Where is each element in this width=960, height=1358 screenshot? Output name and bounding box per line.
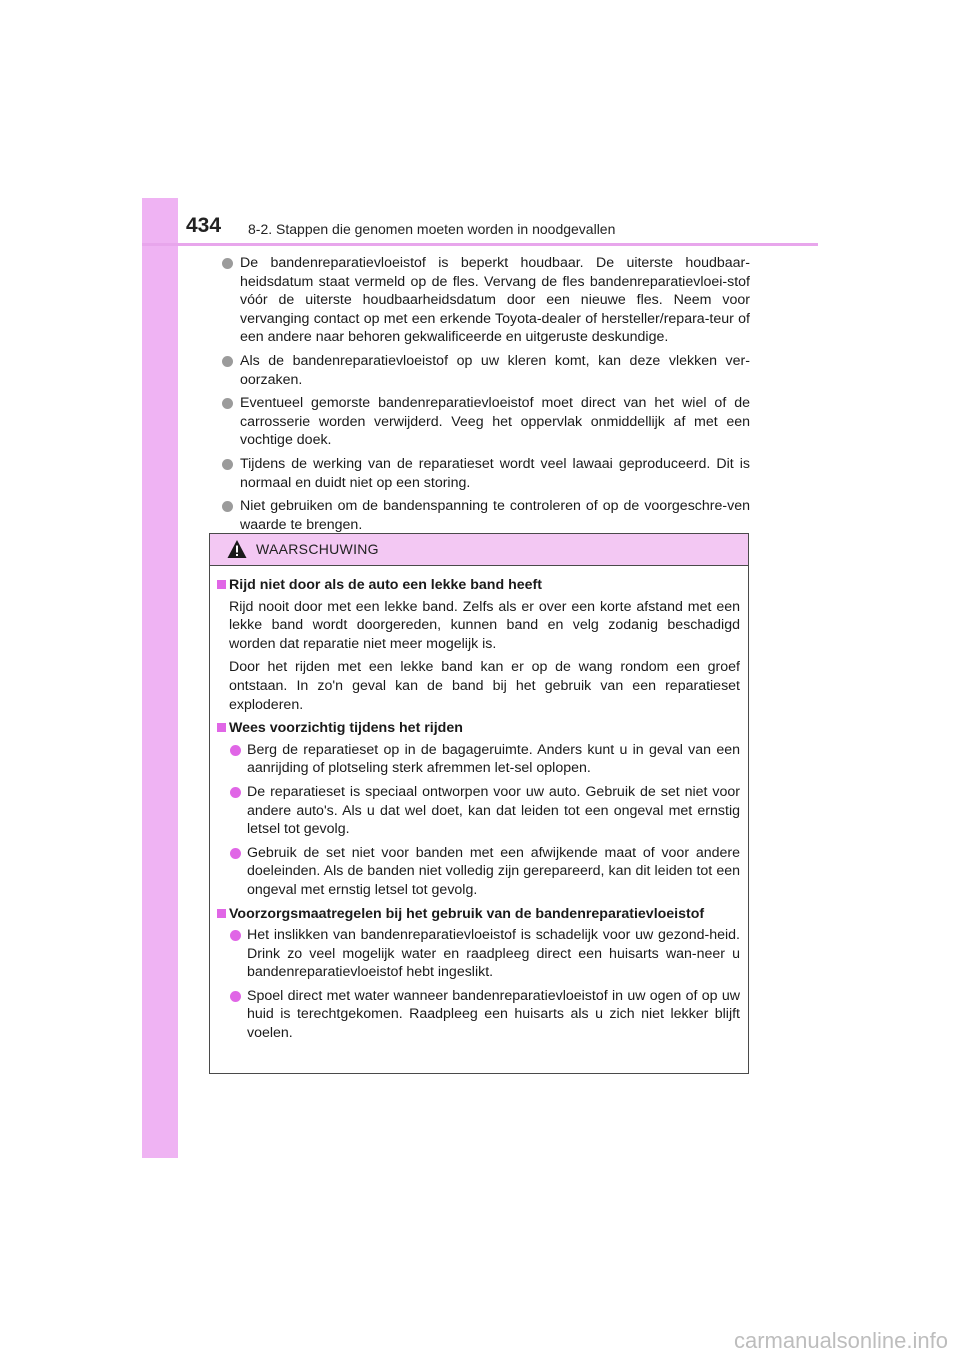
item-text: De reparatieset is speciaal ontworpen voor uw auto. Gebruik de set niet voor andere auto's. Als u dat wel doet, kan dat leiden tot een ongeval met ernstig letsel tot gevolg. [247, 783, 740, 838]
warning-item-list [216, 926, 740, 1043]
bullet-dot-icon [222, 356, 233, 367]
watermark-text: carmanualsonline.info [733, 1328, 948, 1353]
bullet-dot-icon [230, 848, 241, 859]
heading-text: Rijd niet door als de auto een lekke band heeft [229, 577, 542, 593]
warning-body [210, 566, 748, 1043]
square-bullet-icon [217, 723, 226, 732]
warning-header [210, 534, 748, 566]
warning-triangle-icon [227, 539, 247, 559]
warning-section-heading [216, 905, 740, 924]
warning-item [229, 926, 740, 982]
warning-item [229, 783, 740, 839]
note-text: Als de bandenreparatievloeistof op uw kleren komt, kan deze vlekken ver-oorzaken. [240, 352, 750, 388]
warning-paragraph: Rijd nooit door met een lekke band. Zelfs als er over een korte afstand met een lekke band wordt doorgereden, kunnen band en velg zodanig beschadigd worden dat reparatie niet meer mogelijk is. [229, 598, 740, 652]
bullet-dot-icon [230, 745, 241, 756]
item-text: Het inslikken van bandenreparatievloeistof is schadelijk voor uw gezond-heid. Drink zo veel mogelijk water en raadpleeg direct een huisarts wan-neer u bandenreparatievloeistof hebt ingeslikt. [247, 927, 740, 981]
page-number: 434 [186, 214, 222, 237]
square-bullet-icon [217, 909, 226, 918]
note-bullet-list [222, 254, 750, 539]
warning-item [229, 844, 740, 900]
section-sidebar-tab [142, 198, 178, 1158]
bullet-dot-icon [222, 459, 233, 470]
heading-text: Wees voorzichtig tijdens het rijden [229, 720, 463, 737]
note-bullet [222, 394, 750, 450]
header-divider [142, 243, 818, 246]
item-text: Spoel direct met water wanneer bandenreparatievloeistof in uw ogen of op uw huid is terechtgekomen. Raadpleeg een huisarts als u zich niet lekker blijft voelen. [247, 987, 740, 1042]
section-title: 8-2. Stappen die genomen moeten worden in noodgevallen [248, 221, 616, 237]
warning-box [209, 533, 749, 1074]
note-text: Tijdens de werking van de reparatieset wordt veel lawaai geproduceerd. Dit is normaal en duidt niet op een storing. [240, 455, 750, 491]
warning-item-list [216, 741, 740, 900]
warning-paragraph: Door het rijden met een lekke band kan er op de wang rondom een groef ontstaan. In zo'n geval kan de band bij het gebruik van een reparatieset exploderen. [229, 659, 740, 713]
bullet-dot-icon [222, 258, 233, 269]
item-text: Berg de reparatieset op in de bagageruimte. Anders kunt u in geval van een aanrijding of plotseling sterk afremmen let-sel oplopen. [247, 741, 740, 777]
note-bullet [222, 352, 750, 389]
item-text: Gebruik de set niet voor banden met een afwijkende maat of voor andere doeleinden. Als de banden niet volledig zijn gerepareerd, kan dit leiden tot een ongeval met ernstig letsel tot gevolg. [247, 844, 740, 898]
warning-section-heading [216, 719, 740, 738]
bullet-dot-icon [230, 930, 241, 941]
bullet-dot-icon [230, 787, 241, 798]
warning-title: WAARSCHUWING [256, 541, 379, 557]
note-text: Eventueel gemorste bandenreparatievloeistof moet direct van het wiel of de carrosserie worden verwijderd. Veeg het oppervlak onmiddellijk af met een vochtige doek. [240, 395, 750, 449]
warning-item [229, 987, 740, 1043]
note-bullet [222, 497, 750, 534]
note-bullet [222, 455, 750, 492]
bullet-dot-icon [222, 398, 233, 409]
square-bullet-icon [217, 580, 226, 589]
heading-text: Voorzorgsmaatregelen bij het gebruik van de bandenreparatievloeistof [229, 905, 705, 922]
note-bullet [222, 254, 750, 347]
bullet-dot-icon [230, 991, 241, 1002]
warning-section-heading [216, 576, 740, 595]
note-text: Niet gebruiken om de bandenspanning te controleren of op de voorgeschre-ven waarde te brengen. [240, 498, 750, 533]
note-text: De bandenreparatievloeistof is beperkt houdbaar. De uiterste houdbaar-heidsdatum staat vermeld op de fles. Vervang de fles bandenreparatievloei-stof vóór de uiterste houdbaarheidsdatum door een nieuwe fles. Neem voor vervanging contact op met een erkende Toyota-dealer of hersteller/repara-teur of een andere naar behoren gekwalificeerde en uitgeruste deskundige. [240, 255, 750, 346]
warning-item [229, 741, 740, 778]
bullet-dot-icon [222, 501, 233, 512]
